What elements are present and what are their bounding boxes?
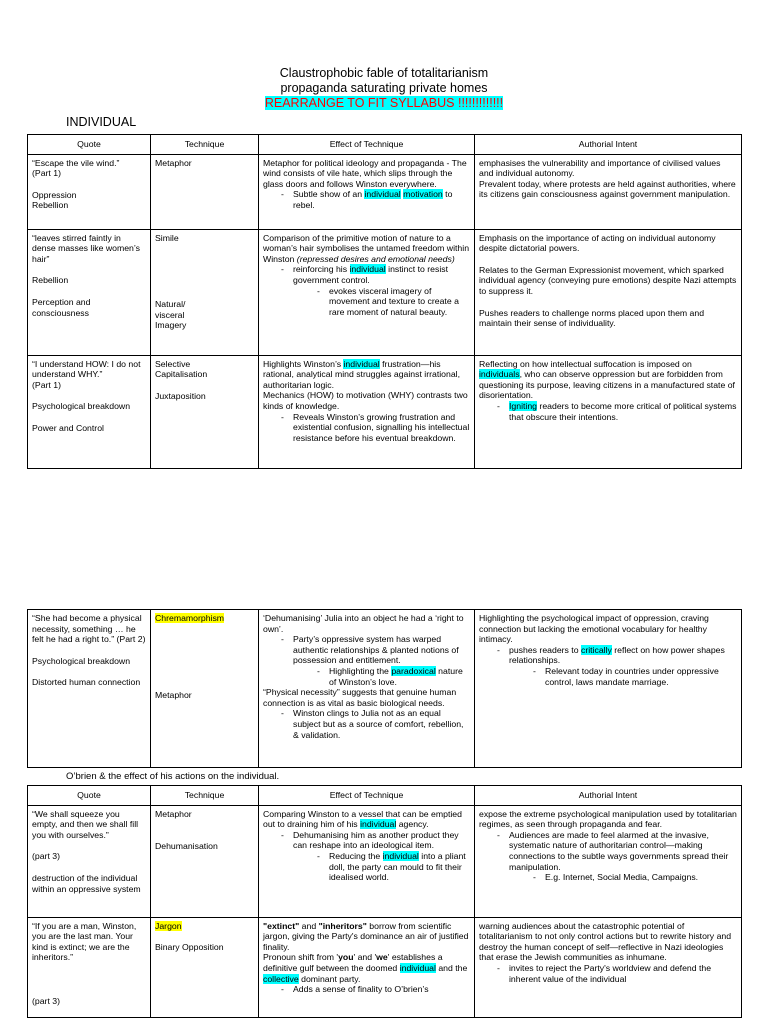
list-item: - E.g. Internet, Social Media, Campaigns. (545, 872, 737, 883)
intent-cell: Emphasis on the importance of acting on individual autonomy despite dictatorial powers. Relates to the German Expressionist movement, which sparked individual agency (conveying pure emotions) despite Nazi attempts to suppress it. Pushes readers to challenge norms placed upon them and maintain their sense of individuality. (475, 229, 742, 355)
list-item: - invites to reject the Party's worldview and defend the inherent value of the individual (509, 963, 737, 984)
list-item: - Adds a sense of finality to O’brien’s (293, 984, 470, 995)
analysis-table-1 (27, 134, 742, 469)
list-item: - Igniting readers to become more critical of political systems that obscure their intentions. (509, 401, 737, 422)
table-header-row (28, 786, 742, 806)
header-effect: Effect of Technique (259, 135, 475, 155)
list-item: - Reducing the individual into a pliant doll, the party can mould to fit their idealised world. (329, 851, 470, 883)
list-item: - Winston clings to Julia not as an equal subject but as a source of comfort, rebellion, & validation. (293, 708, 470, 740)
technique-cell: Simile Natural/ visceral Imagery (151, 229, 259, 355)
table-row (28, 805, 742, 917)
technique-highlight: Jargon (155, 920, 182, 931)
effect-cell: "extinct" and "inheritors" borrow from scientific jargon, giving the Party's dominance an air of justified finality. Pronoun shift from 'you' and 'we' establishes a definitive gulf between the doomed individual and the collective dominant party. - Adds a sense of finality to O’brien’s (259, 917, 475, 1017)
list-item: - Highlighting the paradoxical nature of Winston’s love. (329, 666, 470, 687)
intent-cell: Highlighting the psychological impact of oppression, craving connection but lacking the emotional vocabulary for healthy intimacy. - pushes readers to critically reflect on how power shapes relationships. - Relevant today in countries under oppressive control, laws mandate marriage. (475, 610, 742, 768)
list-item: - Party’s oppressive system has warped authentic relationships & planted notions of possession and entitlement. - Highlighting the paradoxical nature of Winston’s love. (293, 634, 470, 687)
table-row (28, 355, 742, 468)
effect-cell: ‘Dehumanising’ Julia into an object he had a ‘right to own’. - Party’s oppressive system has warped authentic relationships & planted notions of possession and entitlement. - Highlighting the paradoxical nature of Winston’s love. “Physical necessity” suggests that genuine human connection is as vital as basic biological needs. - Winston clings to Julia not as an equal subject but as a source of comfort, rebellion, & validation. (259, 610, 475, 768)
quote-cell: “If you are a man, Winston, you are the last man. Your kind is extinct; we are the inheritors.” (part 3) (28, 917, 151, 1017)
table-row (28, 917, 742, 1017)
table-row (28, 229, 742, 355)
technique-cell: Chremamorphism Metaphor (151, 610, 259, 768)
syllabus-note: REARRANGE TO FIT SYLLABUS !!!!!!!!!!!!! (264, 96, 504, 110)
table-header-row (28, 135, 742, 155)
list-item: - Relevant today in countries under oppressive control, laws mandate marriage. (545, 666, 737, 687)
list-item: - Dehumanising him as another product they can reshape into an ideological item. - Reducing the individual into a pliant doll, the party can mould to fit their idealised world. (293, 830, 470, 883)
intent-cell: expose the extreme psychological manipulation used by totalitarian regimes, as seen through propaganda and fear. - Audiences are made to feel alarmed at the invasive, systematic nature of authoritarian control—making connections to the subtle ways governments spread their manipulation. - E.g. Internet, Social Media, Campaigns. (475, 805, 742, 917)
quote-cell: “We shall squeeze you empty, and then we shall fill you with ourselves.” (part 3) destruction of the individual within an oppressive system (28, 805, 151, 917)
header-effect: Effect of Technique (259, 786, 475, 806)
table-row (28, 154, 742, 229)
technique-cell: Metaphor (151, 154, 259, 229)
quote-cell: “I understand HOW: I do not understand WHY.” (Part 1) Psychological breakdown Power and Control (28, 355, 151, 468)
intent-cell: Reflecting on how intellectual suffocation is imposed on individuals, who can observe oppression but are forbidden from questioning its purpose, leaving citizens in a manufactured state of disorientation. - Igniting readers to become more critical of political systems that obscure their intentions. (475, 355, 742, 468)
document-title (0, 66, 768, 111)
effect-cell: Highlights Winston’s individual frustration—his rational, analytical mind struggles against irrational, authoritarian logic. Mechanics (HOW) to motivation (WHY) contrasts two kinds of knowledge. - Reveals Winston’s growing frustration and existential confusion, signalling his intellectual resistance before his eventual breakdown. (259, 355, 475, 468)
list-item: - Subtle show of an individual motivation to rebel. (293, 189, 470, 210)
technique-cell: Selective Capitalisation Juxtaposition (151, 355, 259, 468)
quote-cell: “She had become a physical necessity, something … he felt he had a right to.” (Part 2) Psychological breakdown Distorted human connection (28, 610, 151, 768)
header-quote: Quote (28, 135, 151, 155)
title-line-1: Claustrophobic fable of totalitarianism (279, 66, 489, 80)
header-intent: Authorial Intent (475, 135, 742, 155)
list-item: - pushes readers to critically reflect on how power shapes relationships. - Relevant today in countries under oppressive control, laws mandate marriage. (509, 645, 737, 687)
title-line-3 (0, 96, 768, 111)
analysis-table-2 (27, 609, 742, 768)
intent-cell: emphasises the vulnerability and importance of civilised values and individual autonomy. Prevalent today, where protests are held against authorities, where its citizens gain consciousness against government manipulation. (475, 154, 742, 229)
section-label-individual: INDIVIDUAL (66, 115, 137, 129)
quote-cell: “Escape the vile wind.” (Part 1) Oppression Rebellion (28, 154, 151, 229)
effect-cell: Metaphor for political ideology and propaganda - The wind consists of vile hate, which slips through the glass doors and follows Winston everywhere. - Subtle show of an individual motivation to rebel. (259, 154, 475, 229)
quote-cell: “leaves stirred faintly in dense masses like women’s hair” Rebellion Perception and consciousness (28, 229, 151, 355)
effect-cell: Comparing Winston to a vessel that can be emptied out to draining him of his individual agency. - Dehumanising him as another product they can reshape into an ideological item. - Reducing the individual into a pliant doll, the party can mould to fit their idealised world. (259, 805, 475, 917)
header-technique: Technique (151, 786, 259, 806)
intent-cell: warning audiences about the catastrophic potential of totalitarianism to not only control actions but to rewrite history and destroy the human concept of self—reflective in Nazi ideologies that erase the Jewish communities as inhumane. - invites to reject the Party's worldview and defend the inherent value of the individual (475, 917, 742, 1017)
analysis-table-3 (27, 785, 742, 1018)
title-line-2: propaganda saturating private homes (280, 81, 488, 95)
list-item: - reinforcing his individual instinct to resist government control. - evokes visceral imagery of movement and texture to create a rare moment of natural beauty. (293, 264, 470, 317)
list-item: - evokes visceral imagery of movement and texture to create a rare moment of natural beauty. (329, 286, 470, 318)
header-technique: Technique (151, 135, 259, 155)
technique-cell: Metaphor Dehumanisation (151, 805, 259, 917)
header-quote: Quote (28, 786, 151, 806)
section-label-obrien: O’brien & the effect of his actions on the individual. (66, 771, 280, 782)
list-item: - Audiences are made to feel alarmed at the invasive, systematic nature of authoritarian control—making connections to the subtle ways governments spread their manipulation. - E.g. Internet, Social Media, Campaigns. (509, 830, 737, 883)
table-row (28, 610, 742, 768)
technique-highlight: Chremamorphism (155, 613, 225, 623)
list-item: - Reveals Winston’s growing frustration and existential confusion, signalling his intellectual resistance before his eventual breakdown. (293, 412, 470, 444)
technique-cell: Jargon Binary Opposition (151, 917, 259, 1017)
effect-cell: Comparison of the primitive motion of nature to a woman’s hair symbolises the untamed freedom within Winston (repressed desires and emotional needs) - reinforcing his individual instinct to resist government control. - evokes visceral imagery of movement and texture to create a rare moment of natural beauty. (259, 229, 475, 355)
header-intent: Authorial Intent (475, 786, 742, 806)
